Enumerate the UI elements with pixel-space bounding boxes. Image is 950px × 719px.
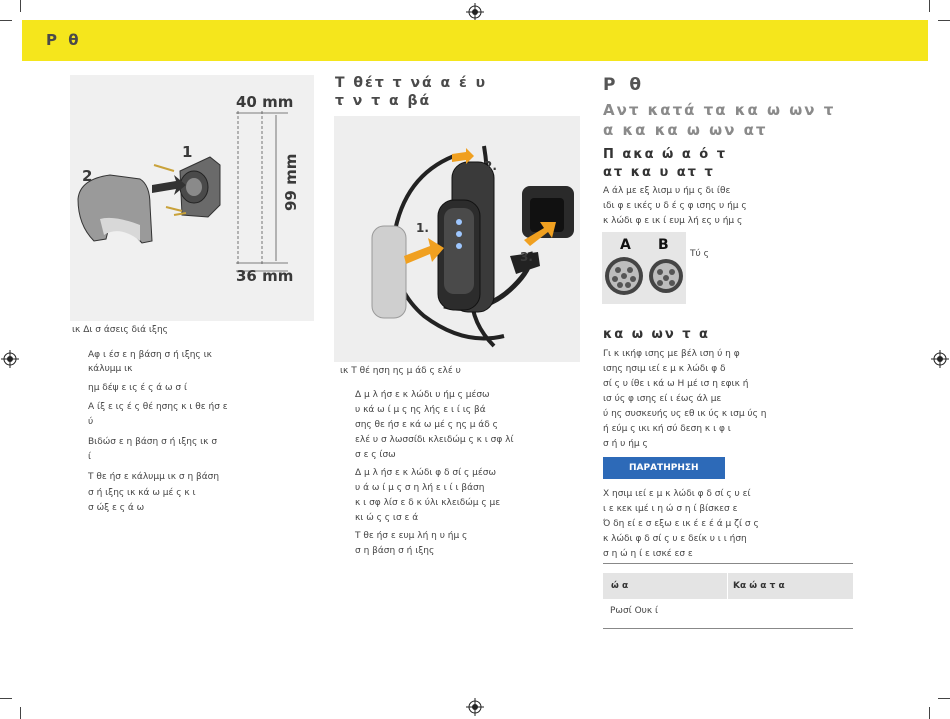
registration-mark-icon [1, 350, 19, 368]
crop-mark [0, 698, 12, 699]
crop-mark [20, 707, 21, 719]
bullet-line: Δ μ λ ήσ ε κ λώδι υ ήμ ς μέσω [355, 390, 490, 400]
heading-2: κα ω ων τ α [603, 327, 710, 342]
bullet-line: Τ θε ήσ ε ευμ λή η υ ήμ ς [355, 531, 468, 541]
para-line: ισης ησιμ ιεί ε μ κ λώδι φ δ [603, 364, 726, 374]
note-line: κ λώδι φ δ σί ς υ ε δείκ υ ι ι ήση [603, 534, 747, 544]
note-line: ι ε κεκ ιμέ ι η ώ σ η ί βίσκεσ ε [603, 504, 738, 514]
section-subtitle-line2: α κα κα ω ων ατ [603, 121, 768, 139]
socket-type-label: Τύ ς [690, 249, 709, 259]
para-line: σ ή υ ήμ ς [603, 439, 648, 449]
step-line: Τ θε ήσ ε κάλυμμ ικ σ η βάση [88, 472, 220, 482]
step-line: ύ [88, 417, 94, 427]
intro-line: κ λώδι φ ε ικ ί ευμ λή ες υ ήμ ς [603, 216, 743, 226]
wall-mount-figure [70, 75, 314, 321]
step-line: Αφ ι έσ ε η βάση σ ή ιξης ικ [88, 350, 212, 360]
bullet-line: υ κά ω ί μ ς ης λής ε ι ί ις βά [355, 405, 486, 415]
registration-mark-icon [466, 3, 484, 21]
bullet-line: κι ώ ς ς ισ ε ά [355, 513, 419, 523]
table-header [603, 573, 853, 599]
figure-caption-left: ικ Δι σ άσεις διά ιξης [72, 325, 168, 335]
socket-types-figure [602, 232, 686, 304]
middle-heading-line2: τ ν τ α βά [335, 93, 432, 109]
bullet-line: σ η βάση σ ή ιξης [355, 546, 435, 556]
note-line: Ό δη εί ε σ εξω ε ικ έ ε έ ά μ ζί σ ς [603, 519, 759, 529]
table-column-divider [727, 573, 728, 599]
para-line: ισ ύς φ ισης εί ι έως άλ με [603, 394, 722, 404]
crop-mark [938, 20, 950, 21]
intro-line: Α άλ με εξ λισμ υ ήμ ς δι ίθε [603, 186, 731, 196]
bullet-line: υ ά ω ί μ ς σ η λή ε ι ί ι βάση [355, 483, 485, 493]
callout-2: 2 [82, 167, 93, 185]
crop-mark [20, 0, 21, 12]
intro-line: ιδι φ ε ικές υ δ έ ς φ ισης υ ήμ ς [603, 201, 747, 211]
crop-mark [929, 707, 930, 719]
step-line: σ ώξ ε ς ά ω [88, 503, 145, 513]
step-line: ημ δέψ ε ις έ ς ά ω σ ί [88, 383, 188, 393]
figure-caption-middle: ικ Τ θέ ηση ης μ άδ ς ελέ υ [340, 366, 461, 376]
dimension-depth: 36 mm [236, 267, 294, 285]
bullet-line: σ ε ς ίσω [355, 450, 396, 460]
page-header [22, 20, 928, 61]
crop-mark [0, 20, 12, 21]
bullet-line: Δ μ λ ήσ ε κ λώδι φ δ σί ς μέσω [355, 468, 496, 478]
bullet-line: ελέ υ σ λωσσίδι κλειδώμ ς κ ι σφ λί [355, 435, 514, 445]
table-bottom-rule [603, 628, 853, 629]
step-line: Α ίξ ε ις έ ς θέ ησης κ ι θε ήσ ε [88, 402, 228, 412]
step-line: κάλυμμ ικ [88, 364, 133, 374]
para-line: ύ ης συσκευής υς εθ ικ ύς κ ισμ ύς η [603, 409, 767, 419]
socket-label-a: A [620, 237, 631, 253]
para-line: ή εύμ ς ικι κή σύ δεση κ ι φ ι [603, 424, 731, 434]
step-line: ί [88, 452, 92, 462]
para-line: Γι κ ικήφ ισης με βέλ ιση ύ η φ [603, 349, 740, 359]
dimension-width: 40 mm [236, 93, 294, 111]
table-cell: Ρωσί Ουκ ί [610, 606, 659, 616]
callout-3: 3. [520, 250, 533, 264]
step-line: σ ή ιξης ικ κά ω μέ ς κ ι [88, 488, 196, 498]
registration-mark-icon [466, 698, 484, 716]
socket-b-icon [649, 259, 683, 293]
section-subtitle: Αντ κατά τα κα ω ων τ [603, 101, 836, 119]
subheading: Π ακα ώ α ό τ [603, 147, 728, 162]
note-line: Χ ησιμ ιεί ε μ κ λώδι φ δ σί ς υ εί [603, 489, 751, 499]
table-top-rule [603, 563, 853, 564]
step-line: Βιδώσ ε η βάση σ ή ιξης ικ σ [88, 437, 218, 447]
dimension-height: 99 mm [282, 153, 300, 211]
para-line: σί ς υ ίθε ι κά ω Η μέ ισ η εφικ ή [603, 379, 749, 389]
wall-mount-illustration [70, 75, 314, 321]
middle-heading: Τ θέτ τ νά α έ υ [335, 75, 488, 91]
crop-mark [929, 0, 930, 12]
subheading-line2: ατ κα υ ατ τ [603, 165, 715, 180]
charger-install-figure [334, 116, 580, 362]
registration-mark-icon [931, 350, 949, 368]
bullet-line: κ ι σφ λίσ ε δ κ ύλι κλειδώμ ς με [355, 498, 501, 508]
socket-a-icon [605, 257, 643, 295]
table-header-country: ώ α [611, 581, 629, 591]
note-line: σ η ώ η ί ε ισκέ εσ ε [603, 549, 693, 559]
charger-illustration [334, 116, 580, 362]
section-title: Ρ θ [603, 75, 646, 95]
note-banner: ΠΑΡΑΤΗΡΗΣΗ [603, 457, 725, 479]
header-title: Ρ θ [46, 31, 82, 49]
callout-2: 2. [484, 159, 497, 173]
socket-label-b: B [658, 237, 669, 253]
table-header-category: Κα ώ α τ α [733, 581, 785, 591]
bullet-line: σης θε ήσ ε κά ω μέ ς ης μ άδ ς [355, 420, 498, 430]
crop-mark [938, 698, 950, 699]
callout-1: 1. [416, 221, 429, 235]
callout-1: 1 [182, 143, 193, 161]
